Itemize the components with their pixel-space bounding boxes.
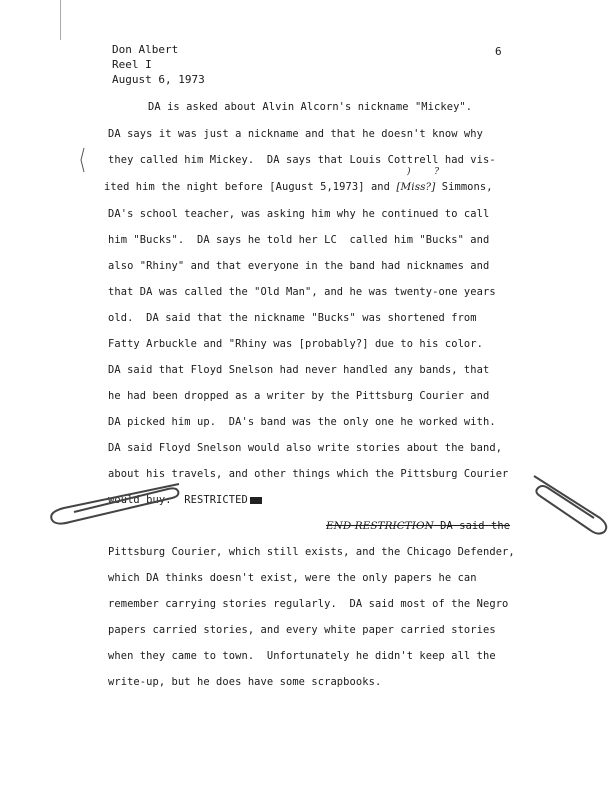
text-line: him "Bucks". DA says he told her LC called him "Bucks" and <box>108 234 490 246</box>
text-line: write-up, but he does have some scrapbooks. <box>108 676 382 688</box>
text-line: Pittsburg Courier, which still exists, and the Chicago Defender, <box>108 546 515 558</box>
text-line: old. DA said that the nickname "Bucks" was shortened from <box>108 312 477 324</box>
handwritten-insert: ) ? <box>407 167 440 177</box>
text-line: END RESTRICTION DA said the <box>326 520 511 532</box>
text-line: he had been dropped as a writer by the Pittsburg Courier and <box>108 390 490 402</box>
text-line: DA says it was just a nickname and that he doesn't know why <box>108 128 483 140</box>
text-line: which DA thinks doesn't exist, were the only papers he can <box>108 572 477 584</box>
page-number: 6 <box>495 45 502 58</box>
margin-tick-icon <box>78 146 88 176</box>
text-line: DA is asked about Alvin Alcorn's nickname "Mickey". <box>148 101 473 113</box>
end-restriction-note: END RESTRICTION <box>326 520 434 532</box>
text-line: remember carrying stories regularly. DA said most of the Negro <box>108 598 509 610</box>
text-line: they called him Mickey. DA says that Louis Cottrell had vis- <box>108 154 496 166</box>
text-line: DA picked him up. DA's band was the only one he worked with. <box>108 416 496 428</box>
text-line: Fatty Arbuckle and "Rhiny was [probably?] due to his color. <box>108 338 483 350</box>
text-line: when they came to town. Unfortunately he didn't keep all the <box>108 650 496 662</box>
handwritten-insert-miss: [Miss?] <box>396 181 436 193</box>
header-name: Don Albert <box>112 43 179 56</box>
redaction-mark <box>250 497 262 504</box>
text-line: about his travels, and other things which the Pittsburg Courier <box>108 468 509 480</box>
text-line: DA said that Floyd Snelson had never handled any bands, that <box>108 364 490 376</box>
paper-clip-icon <box>530 468 612 538</box>
text-line: also "Rhiny" and that everyone in the band had nicknames and <box>108 260 490 272</box>
text-line: DA said Floyd Snelson would also write stories about the band, <box>108 442 503 454</box>
text-line: ited him the night before [August 5,1973] and [Miss?] Simmons, <box>104 181 493 193</box>
header-reel: Reel I <box>112 58 152 71</box>
text-line: would buy. RESTRICTED <box>108 493 262 507</box>
header-date: August 6, 1973 <box>112 73 205 86</box>
text-line: DA's school teacher, was asking him why he continued to call <box>108 208 490 220</box>
text-line: that DA was called the "Old Man", and he was twenty-one years <box>108 286 496 298</box>
margin-mark <box>60 0 61 40</box>
paper-clip-icon <box>44 478 184 528</box>
text-line: papers carried stories, and every white paper carried stories <box>108 624 496 636</box>
